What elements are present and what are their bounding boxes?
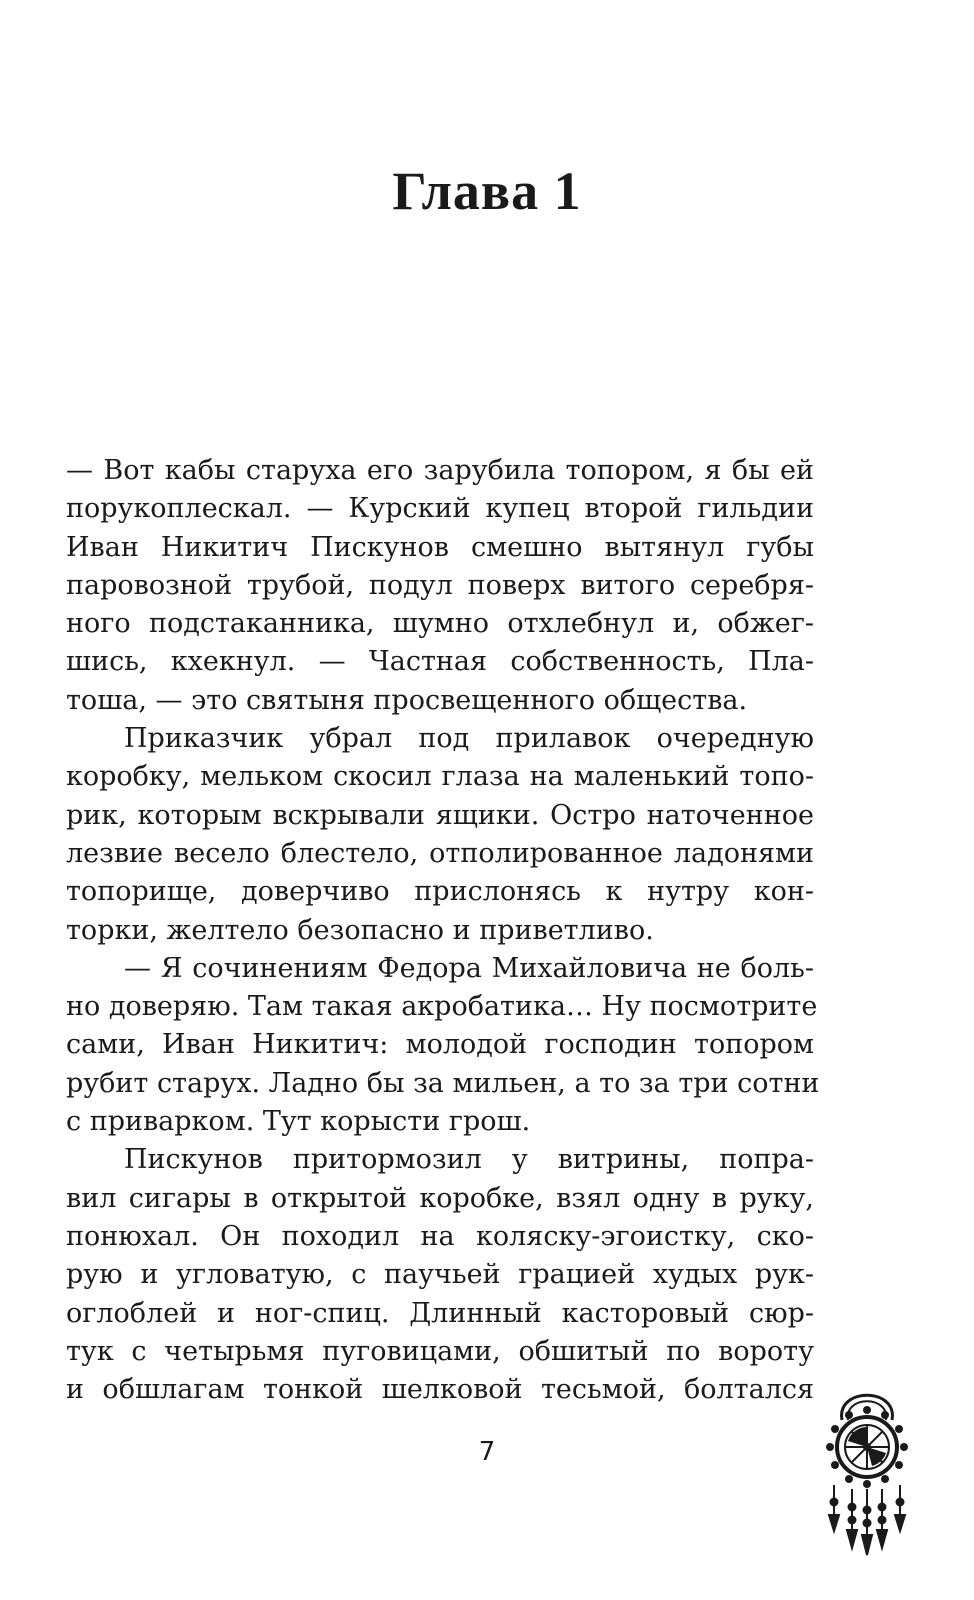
text-line: но доверяю. Там такая акробатика… Ну посмотрите xyxy=(66,991,818,1023)
text-line: торки, желтело безопасно и приветливо. xyxy=(66,914,654,946)
text-line: сами, Иван Никитич: молодой господин топором xyxy=(66,1029,814,1061)
text-line: Пискунов притормозил у витрины, попра- xyxy=(124,1144,814,1176)
text-line: коробку, мельком скосил глаза на маленький топо- xyxy=(66,761,814,793)
pendant-ornament-icon xyxy=(812,1365,922,1560)
text-line: порукоплескал. — Курский купец второй гильдии xyxy=(66,493,814,525)
body-text xyxy=(66,452,820,1409)
text-line: с приварком. Тут корысти грош. xyxy=(66,1106,531,1138)
text-line: лезвие весело блестело, отполированное ладонями xyxy=(66,837,814,869)
text-line: Приказчик убрал под прилавок очередную xyxy=(124,723,814,755)
text-line: шись, кхекнул. — Частная собственность, Пла- xyxy=(66,646,814,678)
text-line: рую и угловатую, с паучьей грацией худых рук- xyxy=(66,1259,814,1291)
text-line: тук с четырьмя пуговицами, обшитый по вороту xyxy=(66,1335,814,1367)
text-line: — Я сочинениям Федора Михайловича не боль- xyxy=(124,952,814,984)
text-line: — Вот кабы старуха его зарубила топором, я бы ей xyxy=(66,455,814,486)
text-line: ного подстаканника, шумно отхлебнул и, обжег- xyxy=(66,608,814,640)
text-line: паровозной трубой, подул поверх витого серебря- xyxy=(66,569,814,601)
page-number: 7 xyxy=(478,1437,496,1467)
text-line: рик, которым вскрывали ящики. Остро наточенное xyxy=(66,799,814,831)
text-line: Иван Никитич Пискунов смешно вытянул губы xyxy=(66,531,814,563)
text-line: понюхал. Он походил на коляску-эгоистку, ско- xyxy=(66,1220,814,1252)
text-line: рубит старух. Ладно бы за мильен, а то за три сотни xyxy=(66,1067,820,1099)
text-line: оглоблей и ног-спиц. Длинный касторовый сюр- xyxy=(66,1297,814,1329)
text-line: топорище, доверчиво прислонясь к нутру кон- xyxy=(66,876,814,908)
text-line: тоша, — это святыня просвещенного общества. xyxy=(66,684,748,716)
text-line: вил сигары в открытой коробке, взял одну в руку, xyxy=(66,1182,814,1214)
chapter-title: Глава 1 xyxy=(392,161,582,221)
text-line: и обшлагам тонкой шелковой тесьмой, болтался xyxy=(66,1374,814,1406)
